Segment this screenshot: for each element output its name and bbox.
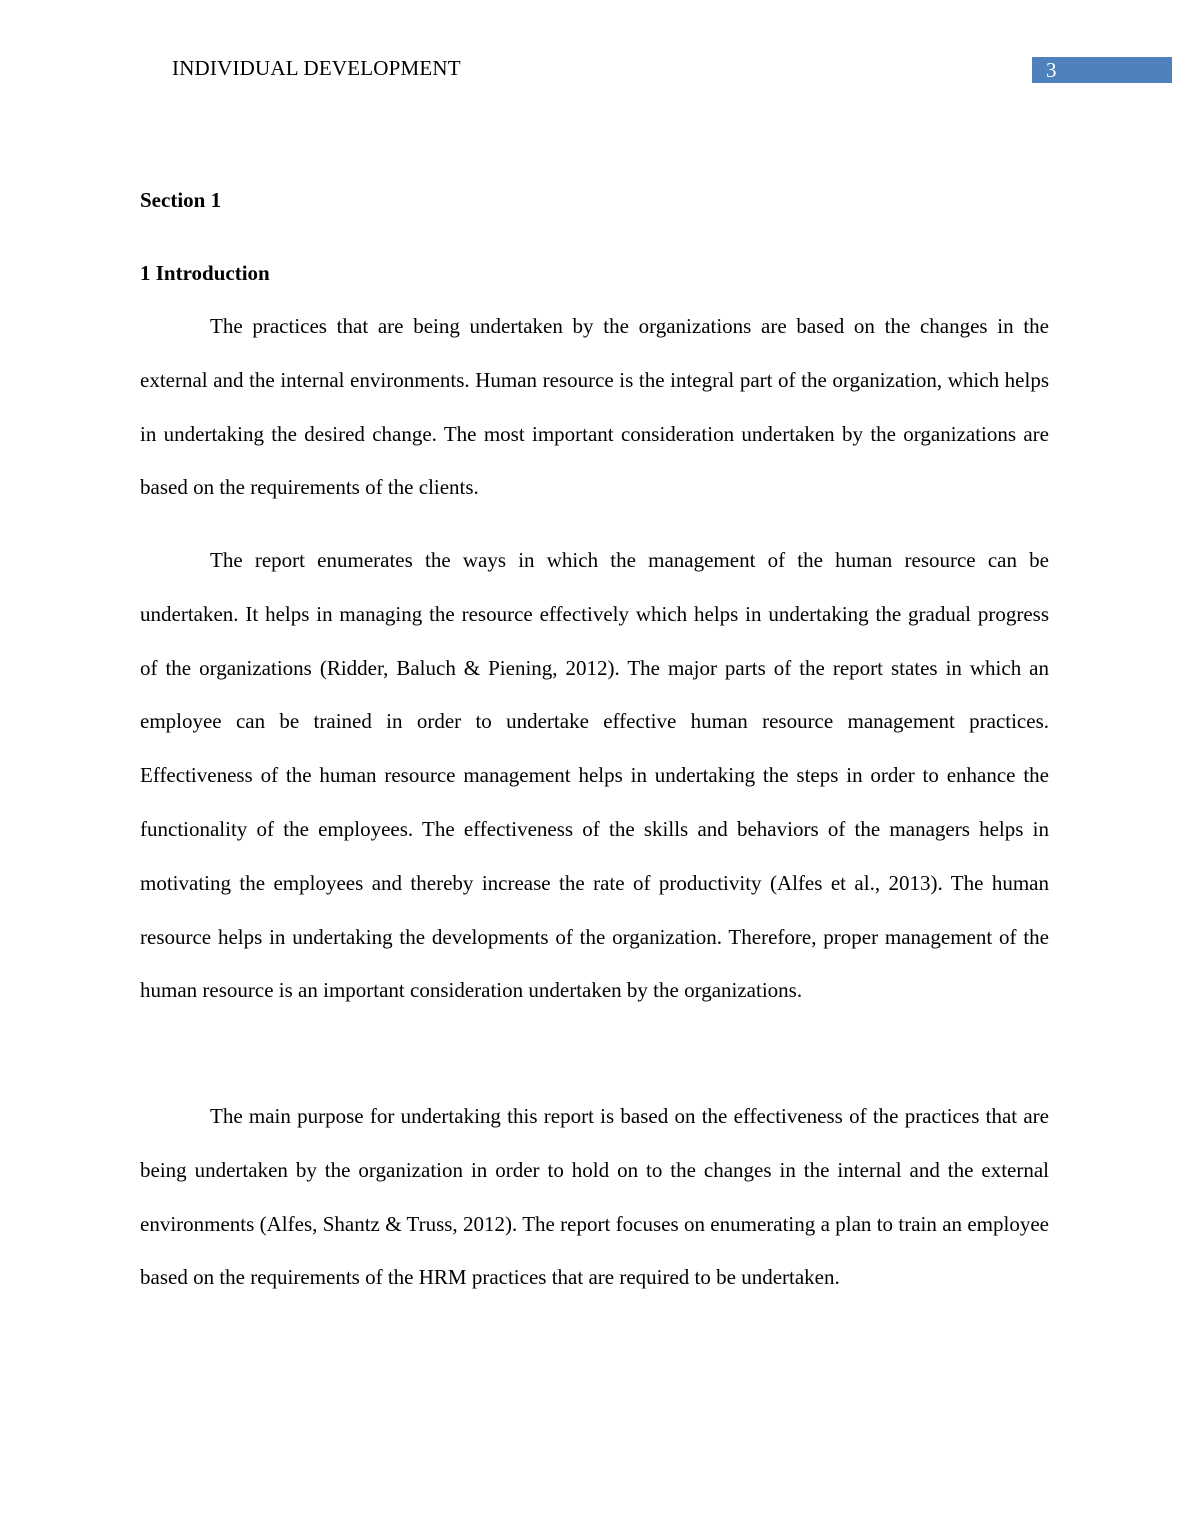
- page-number: 3: [1046, 58, 1057, 82]
- running-head: INDIVIDUAL DEVELOPMENT: [172, 56, 461, 80]
- body-paragraph: The main purpose for undertaking this report is based on the effectiveness of the practices that are being undertaken by the organization in order to hold on to the changes in the internal and the external environments (Alfes, Shantz & Truss, 2012). The report focuses on enumerating a plan to train an employee based on the requirements of the HRM practices that are required to be undertaken.: [140, 1104, 1049, 1290]
- body-paragraph: The report enumerates the ways in which the management of the human resource can be undertaken. It helps in managing the resource effectively which helps in undertaking the gradual progress of the organizations (Ridder, Baluch & Piening, 2012). The major parts of the report states in which an employee can be trained in order to undertake effective human resource management practices. Effectiveness of the human resource management helps in undertaking the steps in order to enhance the functionality of the employees. The effectiveness of the skills and behaviors of the managers helps in motivating the employees and thereby increase the rate of productivity (Alfes et al., 2013). The human resource helps in undertaking the developments of the organization. Therefore, proper management of the human resource is an important consideration undertaken by the organizations.: [140, 548, 1049, 1003]
- page-number-box: [1032, 57, 1172, 83]
- section-heading: Section 1: [140, 188, 222, 212]
- body-paragraph: The practices that are being undertaken by the organizations are based on the changes in the external and the internal environments. Human resource is the integral part of the organization, which helps in undertaking the desired change. The most important consideration undertaken by the organizations are based on the requirements of the clients.: [140, 314, 1049, 500]
- introduction-heading: 1 Introduction: [140, 261, 270, 285]
